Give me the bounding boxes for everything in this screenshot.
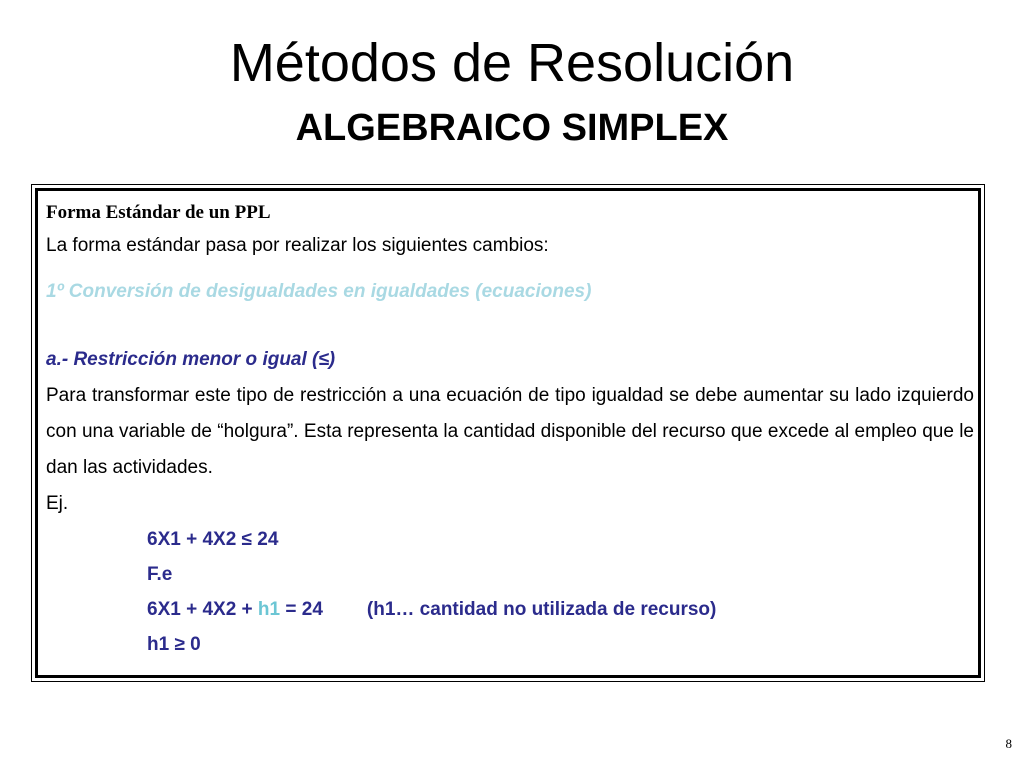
formula-equation [46,592,974,627]
formula-inequality: 6X1 + 4X2 ≤ 24 [147,529,279,550]
step-one-text: 1º Conversión de desigualdades en igualdades (ecuaciones) [46,281,592,302]
spacer [46,310,974,342]
slide-title: Métodos de Resolución [229,33,795,93]
formula-equation-prefix: 6X1 + 4X2 + [147,599,258,620]
formula-standard-form-label: F.e [147,564,173,585]
intro-text: La forma estándar pasa por realizar los siguientes cambios: [46,235,549,256]
page-number: 8 [1005,736,1012,751]
content-box [46,198,974,662]
constraint-subheading: a.- Restricción menor o igual (≤) [46,349,336,370]
formula-equation-suffix: = 24 [280,599,323,620]
slack-variable-note: (h1… cantidad no utilizada de recurso) [366,599,717,620]
formula-nonnegativity: h1 ≥ 0 [147,634,201,655]
slide-subtitle: ALGEBRAICO SIMPLEX [295,107,729,149]
explanation-paragraph: Para transformar este tipo de restricción a una ecuación de tipo igualdad se debe aumentar su lado izquierdo con una variable de “holgura”. Esta representa la cantidad disponible del recurso que excede al empleo que le dan las actividades. [46,385,974,478]
box-heading: Forma Estándar de un PPL [46,202,271,223]
example-label: Ej. [46,493,69,514]
slack-variable: h1 [257,599,281,620]
